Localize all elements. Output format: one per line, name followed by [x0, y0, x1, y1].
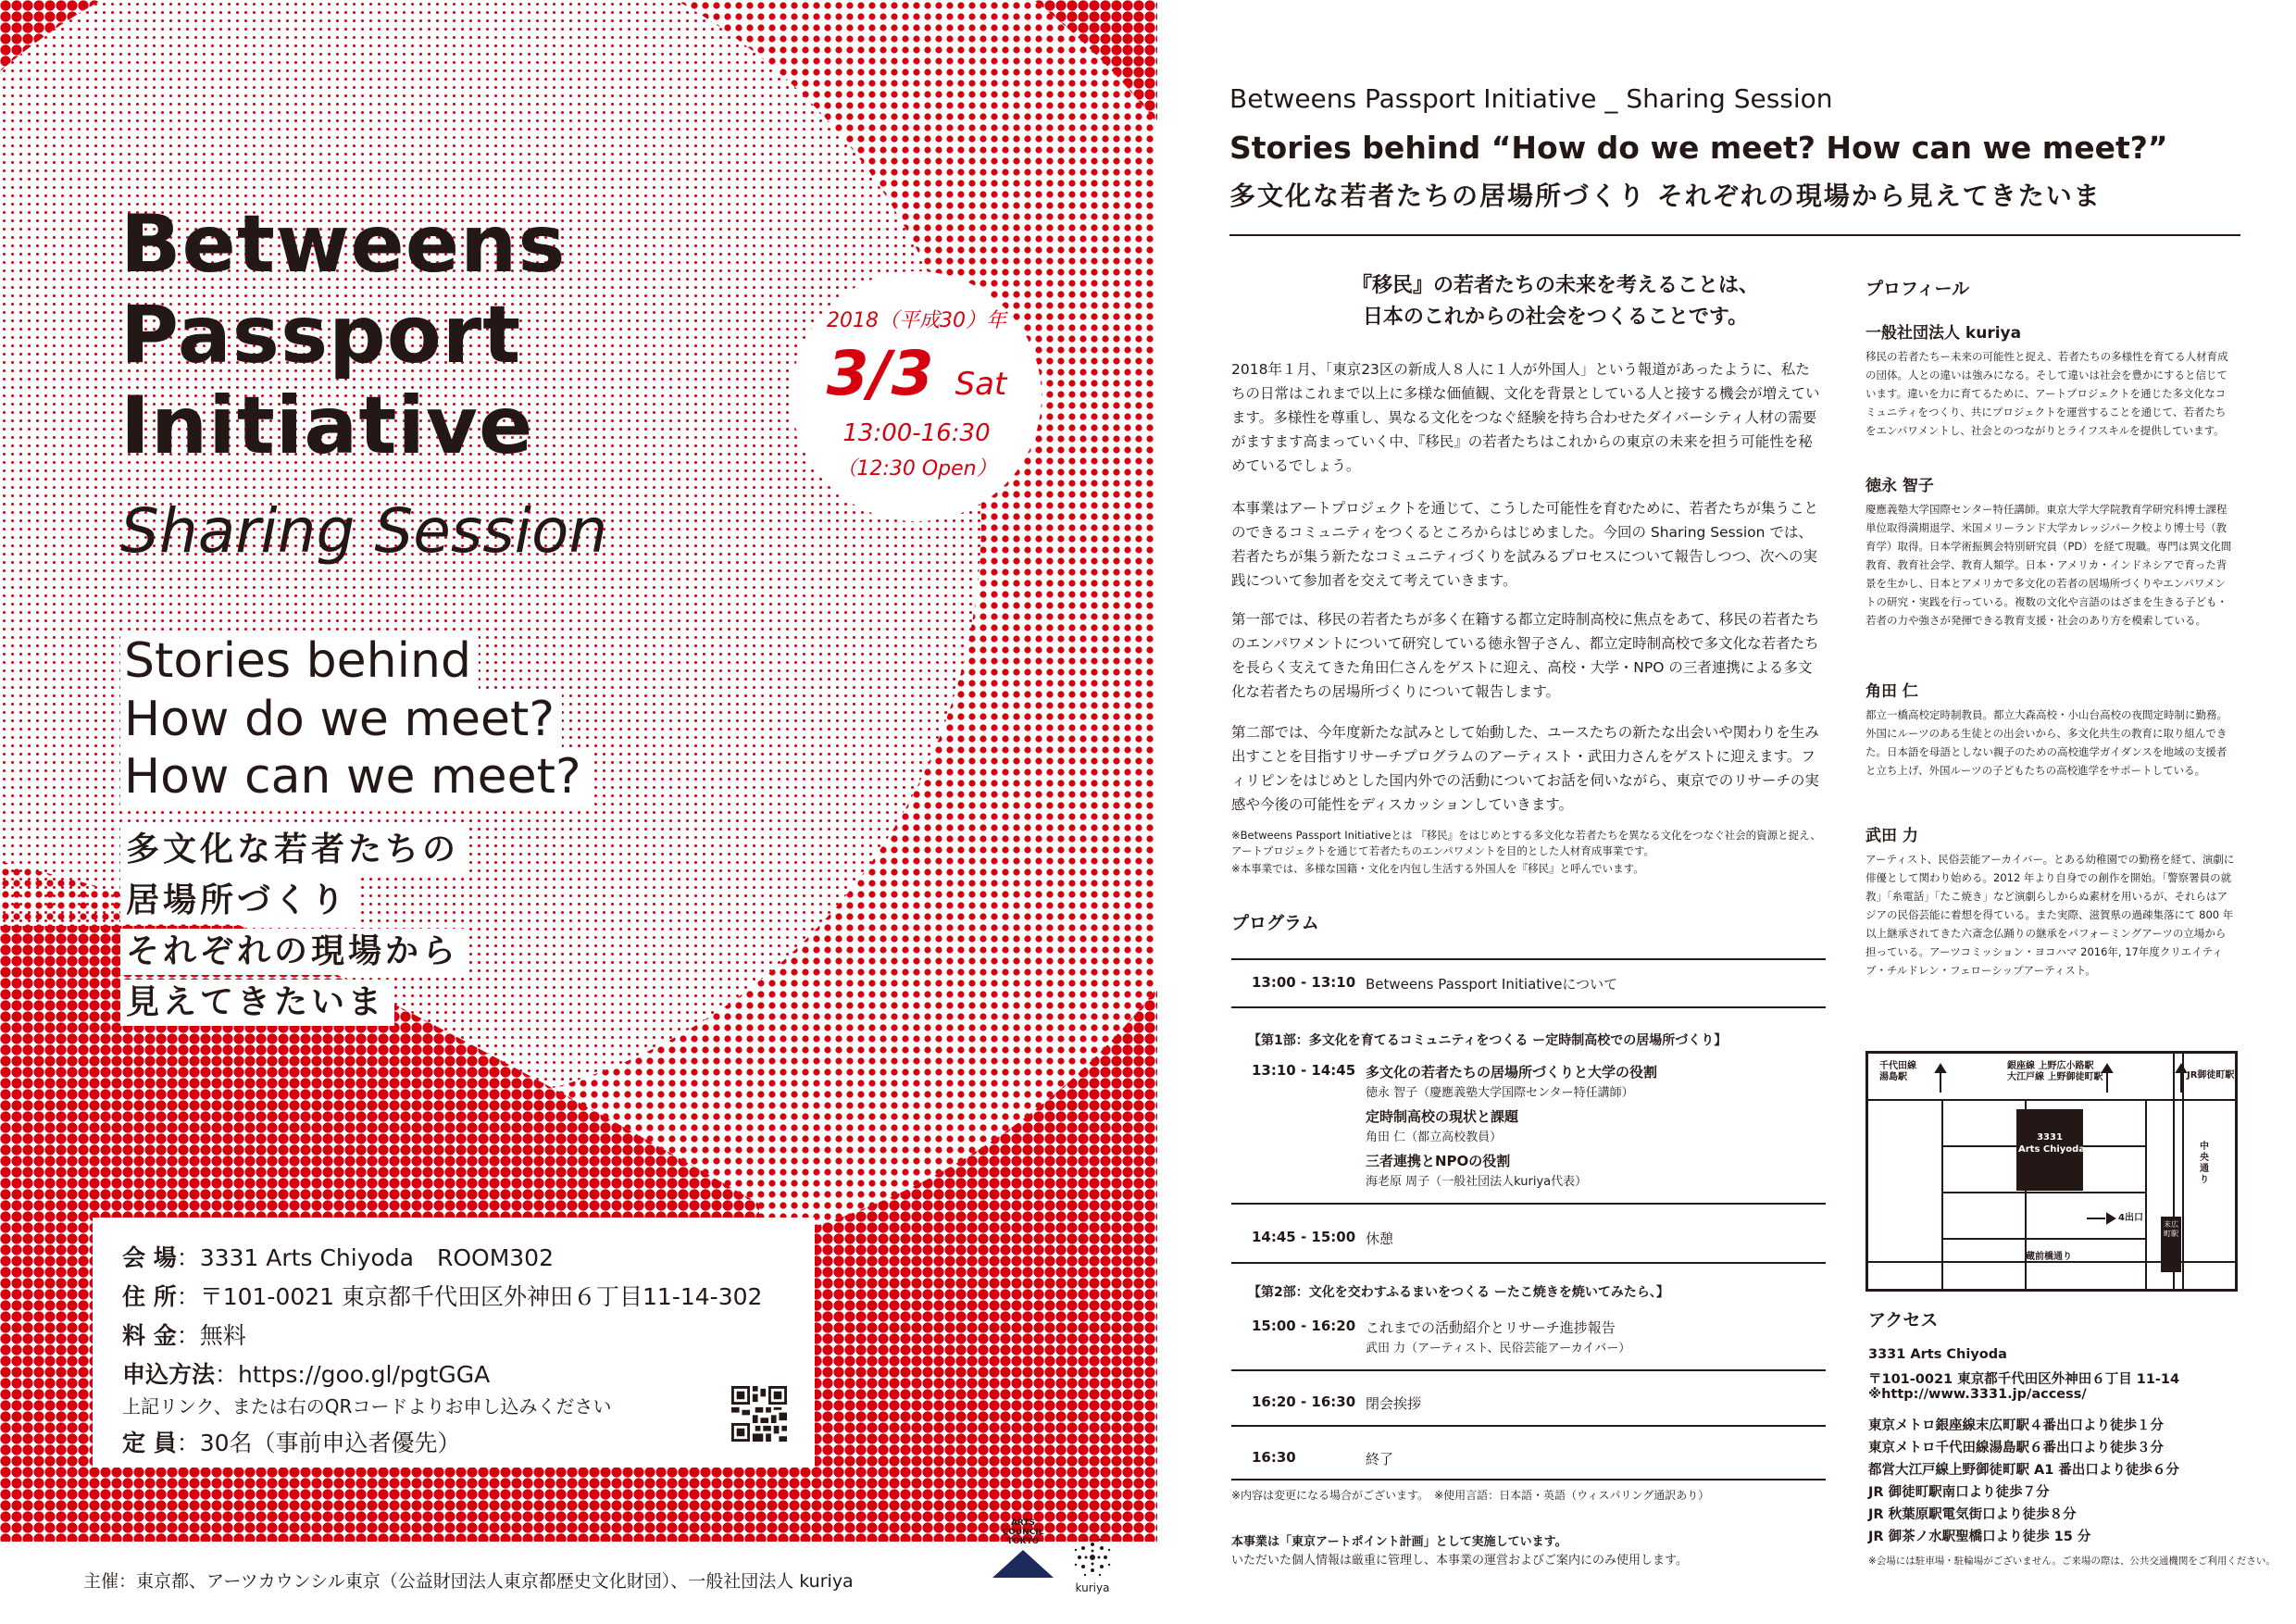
access-route-5: JR 秋葉原駅電気街口より徒歩８分	[1868, 1507, 2077, 1522]
access-note: ※会場には駐車場・駐輪場がございません。ご来場の際は、公共交通機関をご利用ください。	[1868, 1555, 2276, 1567]
right-header-title: Stories behind “How do we meet? How can we meet?”	[1229, 130, 2168, 166]
program-part-2: 【第2部：文化を交わすふるまいをつくる ーたこ焼きを焼いてみたら、】	[1248, 1285, 1669, 1300]
profile-text-takeda: アーティスト、民俗芸能アーカイバー。とある幼稚園での勤務を経て、演劇に俳優として関わり始める。2012 年より自身での創作を開始。「警察署員の就教」「糸電話」「たこ焼き」など演劇らしからぬ素材を用いるが、それらはアジアの民俗芸能に着想を得ている。また実際、滋賀県の過疎集落にて 800 年以上継承されてきた六斎念仏踊りの継承をパフォーミングアーツの立場から担っている。アーツコミッション・ヨコハマ 2016年, 17年度クリエイティブ・チルドレン・フェローシップアーティスト。	[1866, 853, 2235, 977]
poster	[0, 0, 1157, 1542]
program-time: 16:30	[1252, 1449, 1296, 1466]
title-line-1: Betweens	[120, 198, 567, 291]
program-speaker: 武田 力（アーティスト、民俗芸能アーカイバー）	[1366, 1342, 1631, 1355]
info-address-value: ：〒101-0021 東京都千代田区外神田６丁目11-14-302	[176, 1283, 763, 1310]
program-item: 休憩	[1366, 1230, 1394, 1247]
access-route-6: JR 御茶ノ水駅聖橋口より徒歩 15 分	[1868, 1530, 2091, 1544]
kuriya-logo-text: kuriya	[1075, 1581, 1110, 1594]
headline-jp-3: それぞれの現場から	[120, 929, 468, 975]
headline-jp-4: 見えてきたいま	[120, 980, 394, 1026]
program-item: Betweens Passport Initiativeについて	[1366, 976, 1618, 993]
body-paragraph-3: 第一部では、移民の若者たちが多く在籍する都立定時制高校に焦点をあて、移民の若者たちのエンパワメントについて研究している徳永智子さん、都立定時制高校で多文化な若者たちを長らく支えてきた角田仁さんをゲストに迎え、高校・大学・NPO の三者連携による多文化な若者たちの居場所づくりについて報告します。	[1231, 611, 1820, 700]
info-apply-link[interactable]: ：https://goo.gl/pgtGGA	[215, 1361, 491, 1388]
access-route-3: 都営大江戸線上野御徒町駅 A1 番出口より徒歩６分	[1868, 1463, 2179, 1478]
note-2: ※本事業では、多様な国籍・文化を内包し生活する外国人を『移民』と呼んでいます。	[1231, 862, 1644, 875]
access-title: アクセス	[1868, 1310, 1939, 1330]
info-apply	[122, 1356, 490, 1390]
program-item: 三者連携とNPOの役割	[1366, 1153, 1511, 1169]
info-fee	[122, 1318, 246, 1351]
arts-council-logo-text: ARTS COUNCIL TOKYO	[1002, 1518, 1044, 1546]
poster-subtitle: Sharing Session	[120, 495, 608, 567]
footer-note-1: 本事業は「東京アートポイント計画」として実施しています。	[1231, 1535, 1567, 1549]
program-rule	[1231, 1425, 1826, 1427]
profile-name-kuriya: 一般社団法人 kuriya	[1866, 324, 2022, 343]
profile-text-tsunoda: 都立一橋高校定時制教員。都立大森高校・小山台高校の夜間定時制に勤務。外国にルーツのある生徒との出会いから、多文化共生の教育に取り組んできた。日本語を母語としない親子のための高校進学ガイダンスを地域の支援者と立ち上げ、外国ルーツの子どもたちの高校進学をサポートしている。	[1866, 708, 2227, 777]
info-venue-value: ：3331 Arts Chiyoda ROOM302	[176, 1244, 554, 1271]
event-info-box	[93, 1218, 815, 1468]
map-label-venue: 3331 Arts Chiyoda	[2018, 1132, 2086, 1155]
profile-name-takeda: 武田 力	[1866, 827, 1918, 845]
date-day-wrap	[792, 338, 1042, 409]
info-apply-note: 上記リンク、または右のQRコードよりお申し込みください	[122, 1395, 612, 1418]
program-item: 閉会挨拶	[1366, 1395, 1422, 1412]
note-1: ※Betweens Passport Initiativeとは 『移民』をはじめとする多文化な若者たちを異なる文化をつなぐ社会的資源と捉え、アートプロジェクトを通じて若者たちのエンパワメントを目的とした人材育成事業です。	[1231, 829, 1821, 857]
date-badge	[792, 271, 1042, 521]
mountain-icon	[991, 1546, 1055, 1580]
access-route-1: 東京メトロ銀座線末広町駅４番出口より徒歩１分	[1868, 1418, 2164, 1433]
right-header-jp: 多文化な若者たちの居場所づくり それぞれの現場から見えてきたいま	[1229, 181, 2102, 211]
access-url[interactable]: ※http://www.3331.jp/access/	[1868, 1387, 2087, 1402]
sponsor-credit: 主催：東京都、アーツカウンシル東京（公益財団法人東京都歴史文化財団）、一般社団法人 kuriya	[83, 1571, 854, 1592]
info-capacity-label: 定 員	[122, 1430, 177, 1456]
map-label-jr: JR御徒町駅	[2187, 1070, 2235, 1081]
info-venue	[122, 1240, 554, 1273]
program-rule	[1231, 958, 1826, 960]
profile-name-tsunoda: 角田 仁	[1866, 682, 1918, 701]
kuriya-logo	[1065, 1537, 1120, 1594]
map-label-chuo: 中央通り	[2200, 1142, 2209, 1185]
qr-code-icon[interactable]	[731, 1386, 787, 1442]
map-label-exit: 4出口	[2118, 1213, 2143, 1223]
header-divider	[1229, 234, 2240, 236]
map-label-kuramae: 蔵前橋通り	[2026, 1252, 2072, 1262]
date-open: （12:30 Open）	[836, 457, 997, 481]
info-capacity	[122, 1425, 461, 1458]
program-time: 14:45 - 15:00	[1252, 1229, 1356, 1245]
info-fee-label: 料 金	[122, 1322, 177, 1349]
program-time: 16:20 - 16:30	[1252, 1393, 1356, 1410]
profile-name-tokunaga: 徳永 智子	[1866, 477, 1934, 495]
footer-note-2: いただいた個人情報は厳重に管理し、本事業の運営およびご案内にのみ使用します。	[1231, 1554, 1688, 1568]
program-part-1: 【第1部：多文化を育てるコミュニティをつくる ー定時制高校での居場所づくり】	[1248, 1033, 1728, 1048]
program-item: 終了	[1366, 1451, 1394, 1468]
date-weekday: Sat	[955, 366, 1007, 403]
program-time: 15:00 - 16:20	[1252, 1318, 1356, 1334]
poster-title	[120, 199, 567, 471]
arts-council-logo	[991, 1518, 1055, 1583]
info-address	[122, 1279, 762, 1312]
body-paragraph-1: 2018年１月、「東京23区の新成人８人に１人が外国人」という報道があったように、私たちの日常はこれまで以上に多様な価値観、文化を背景としている人と接する機会が増えています。多様性を尊重し、異なる文化をつなぐ経験を持ち合わせたダイバーシティ人材の需要がますます高まっていく中、『移民』の若者たちはこれからの東京の未来を担う可能性を秘めているでしょう。	[1231, 361, 1820, 474]
map-label-chiyoda: 千代田線 湯島駅	[1879, 1061, 1916, 1082]
body-paragraph-4: 第二部では、今年度新たな試みとして始動した、ユースたちの新たな出会いや関わりを生み出すことを目指すリサーチプログラムのアーティスト・武田力さんをゲストに迎えます。フィリピンをはじめとした国内外での活動についてお話を伺いながら、東京でのリサーチの実感や今後の可能性をディスカッションしていきます。	[1231, 724, 1819, 813]
lead-text	[1231, 270, 1879, 333]
date-time: 13:00-16:30	[842, 419, 991, 447]
access-map	[1866, 1051, 2238, 1292]
lead-line-2: 日本のこれからの社会をつくることです。	[1362, 306, 1749, 329]
profile-text-kuriya: 移民の若者たちー未来の可能性と捉え、若者たちの多様性を育てる人材育成の団体。人との違いは強みになる。そして違いは社会を豊かにすると信じています。違いを力に育てるために、アートプロジェクトを通じた多文化なコミュニティをつくり、共にプロジェクトを運営することを通じて、若者たちをエンパワメントし、社会とのつながりとライフスキルを提供しています。	[1866, 350, 2228, 437]
right-header-series: Betweens Passport Initiative _ Sharing Session	[1229, 83, 1833, 114]
program-speaker: 角田 仁（都立高校教員）	[1366, 1131, 1503, 1144]
info-capacity-value: ：30名（事前申込者優先）	[176, 1430, 461, 1456]
map-label-ginza: 銀座線 上野広小路駅 大江戸線 上野御徒町駅	[2007, 1061, 2103, 1082]
headline-en-3: How can we meet?	[120, 748, 589, 806]
headline-jp-2: 居場所づくり	[120, 878, 357, 924]
lead-line-1: 『移民』の若者たちの未来を考えることは、	[1351, 274, 1759, 297]
date-year: 2018（平成30）年	[827, 309, 1006, 332]
kuriya-mark-icon	[1072, 1537, 1113, 1578]
program-rule	[1231, 1203, 1826, 1205]
program-rule	[1231, 1006, 1826, 1008]
program-item: 定時制高校の現状と課題	[1366, 1108, 1519, 1125]
title-line-2: Passport	[120, 289, 522, 381]
profile-title: プロフィール	[1866, 279, 1970, 299]
access-route-2: 東京メトロ千代田線湯島駅６番出口より徒歩３分	[1868, 1441, 2164, 1455]
info-address-label: 住 所	[122, 1283, 177, 1310]
program-time: 13:00 - 13:10	[1252, 974, 1356, 991]
map-label-suehiro: 末広町駅	[2164, 1220, 2178, 1238]
info-apply-label: 申込方法	[122, 1361, 216, 1388]
access-address: 〒101-0021 東京都千代田区外神田６丁目 11-14	[1868, 1372, 2180, 1387]
title-line-3: Initiative	[120, 380, 534, 472]
program-item: 多文化の若者たちの居場所づくりと大学の役割	[1366, 1064, 1658, 1081]
date-day: 3/3	[826, 338, 934, 409]
info-venue-label: 会 場	[122, 1244, 177, 1271]
headline-en-1: Stories behind	[120, 632, 479, 690]
program-time: 13:10 - 14:45	[1252, 1062, 1356, 1079]
info-fee-value: ：無料	[176, 1322, 246, 1349]
program-title: プログラム	[1231, 913, 1319, 933]
program-speaker: 徳永 智子（慶應義塾大学国際センター特任講師）	[1366, 1086, 1634, 1100]
headline-jp-1: 多文化な若者たちの	[120, 827, 468, 873]
program-rule	[1231, 1262, 1826, 1264]
program-note: ※内容は変更になる場合がございます。 ※使用言語：日本語・英語（ウィスパリング通訳あり）	[1231, 1489, 1710, 1502]
access-route-4: JR 御徒町駅南口より徒歩７分	[1868, 1485, 2050, 1500]
access-venue: 3331 Arts Chiyoda	[1868, 1347, 2007, 1362]
program-rule	[1231, 1479, 1826, 1480]
program-speaker: 海老原 周子（一般社団法人kuriya代表）	[1366, 1175, 1588, 1189]
body-paragraph-2: 本事業はアートプロジェクトを通じて、こうした可能性を育むために、若者たちが集うことのできるコミュニティをつくるところからはじめました。今回の Sharing Session では、若者たちが集う新たなコミュニティづくりを試みるプロセスについて報告しつつ、次への実践について参加者を交えて考えていきます。	[1231, 500, 1818, 589]
headline-en-2: How do we meet?	[120, 691, 562, 748]
program-rule	[1231, 1369, 1826, 1371]
profile-text-tokunaga: 慶應義塾大学国際センター特任講師。東京大学大学院教育学研究科博士課程単位取得満期退学、米国メリーランド大学カレッジパーク校より博士号（教育学）取得。日本学術振興会特別研究員（PD）を経て現職。専門は異文化間教育、教育社会学、教育人類学。日本・アメリカ・インドネシアで育った背景を生かし、日本とアメリカで多文化の若者の居場所づくりやエンパワメントの研究・実践を行っている。複数の文化や言語のはざまを生きる子ども・若者の力や強さが発揮できる教育支援・社会のあり方を模索している。	[1866, 503, 2232, 627]
program-item: これまでの活動紹介とリサーチ進捗報告	[1366, 1319, 1616, 1336]
